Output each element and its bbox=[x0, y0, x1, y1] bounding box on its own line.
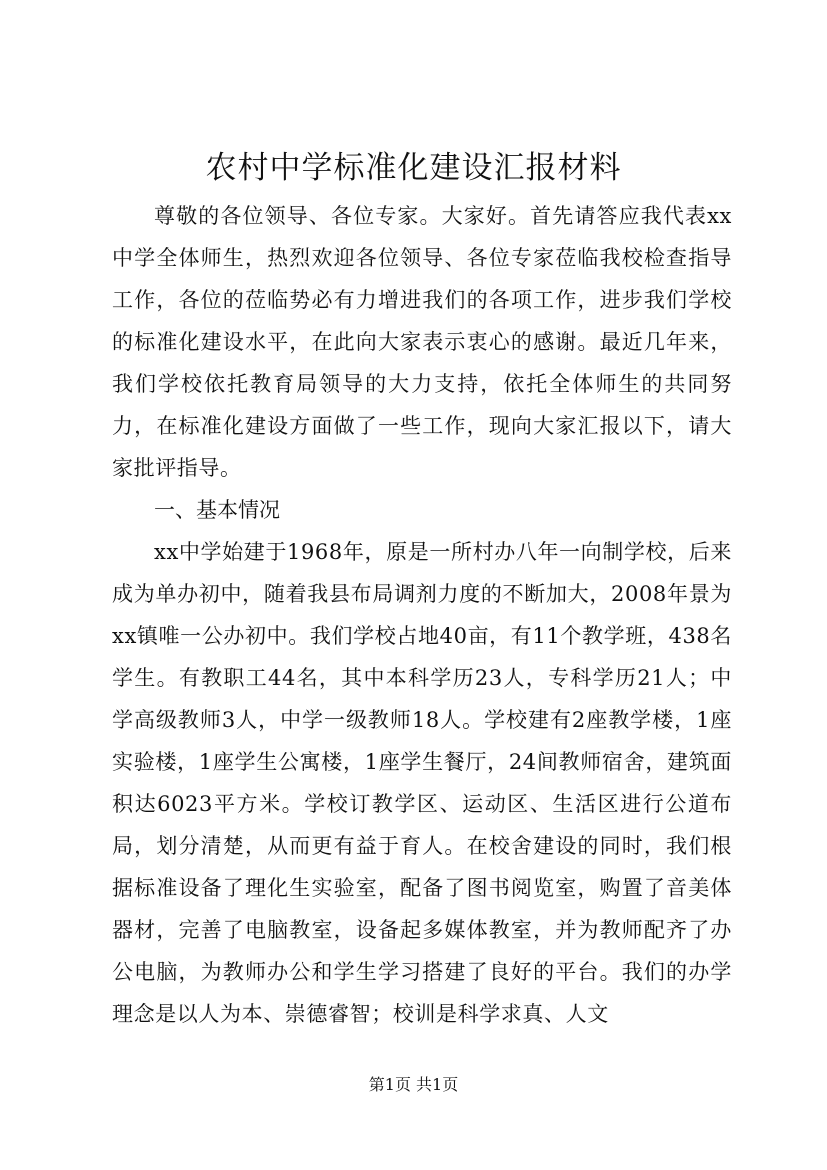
page-number-footer: 第1页 共1页 bbox=[368, 1075, 459, 1094]
document-title: 农村中学标准化建设汇报材料 bbox=[205, 150, 622, 186]
section-heading-basic-situation: 一、基本情况 bbox=[154, 498, 280, 522]
basic-situation-paragraph: xx中学始建于1968年，原是一所村办八年一向制学校，后来成为单办初中，随着我县布局调剂力度的不断加大，2008年景为xx镇唯一公办初中。我们学校占地40亩，有11个教学班，438名学生。有教职工44名，其中本科学历23人，专科学历21人；中学高级教师3人，中学一级教师18人。学校建有2座教学楼，1座实验楼，1座学生公寓楼，1座学生餐厅，24间教师宿舍，建筑面积达6023平方米。学校订教学区、运动区、生活区进行公道布局，划分清楚，从而更有益于育人。在校舍建设的同时，我们根据标准设备了理化生实验室，配备了图书阅览室，购置了音美体器材，完善了电脑教室，设备起多媒体教室，并为教师配齐了办公电脑，为教师办公和学生学习搭建了良好的平台。我们的办学理念是以人为本、崇德睿智；校训是科学求真、人文 bbox=[112, 540, 732, 1026]
document-body bbox=[112, 195, 732, 1035]
intro-paragraph: 尊敬的各位领导、各位专家。大家好。首先请答应我代表xx中学全体师生，热烈欢迎各位领导、各位专家莅临我校检查指导工作，各位的莅临势必有力增进我们的各项工作，进步我们学校的标准化建设水平，在此向大家表示衷心的感谢。最近几年来，我们学校依托教育局领导的大力支持，依托全体师生的共同努力，在标准化建设方面做了一些工作，现向大家汇报以下，请大家批评指导。 bbox=[112, 204, 732, 480]
